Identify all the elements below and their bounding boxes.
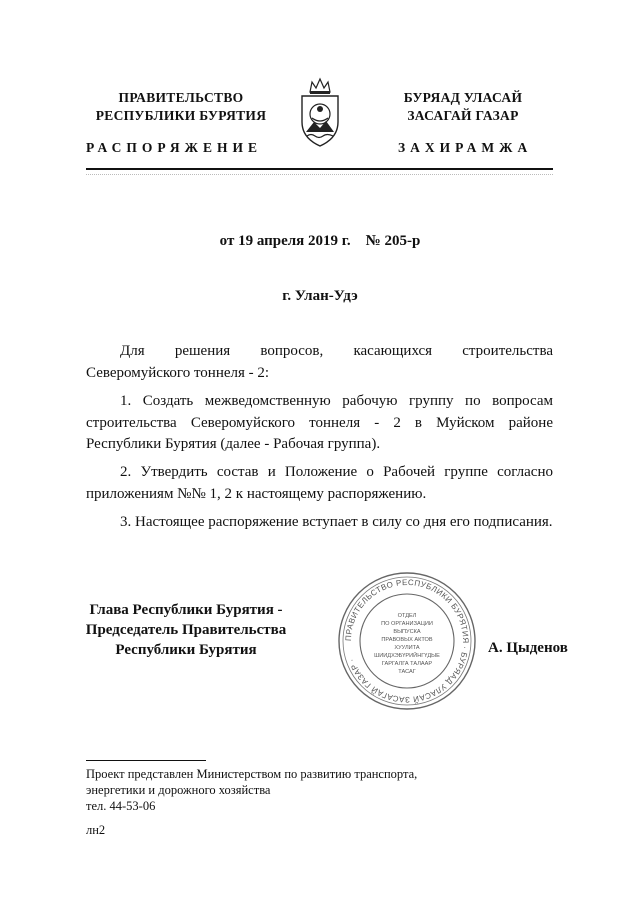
stamp-line-2: ПО ОРГАНИЗАЦИИ: [381, 621, 433, 627]
signatory-title: [66, 600, 306, 660]
coat-of-arms-icon: [298, 76, 342, 148]
item-1-paragraph: 1. Создать межведомственную рабочую группу по вопросам строительства Северомуйского тоннеля - 2 в Муйском районе Республики Бурятия (далее - Рабочая группа).: [86, 393, 553, 452]
stamp-line-5: ХУУЛИТА: [394, 645, 420, 651]
footer-code: лн2: [86, 823, 106, 837]
footer-rule: [86, 760, 206, 761]
stamp-line-7: ГАРГАЛГА ТАЛААР: [381, 661, 433, 667]
doc-type-right: ЗАХИРАМЖА: [398, 140, 533, 155]
signatory-name: А. Цыденов: [488, 640, 568, 656]
doc-type-left: РАСПОРЯЖЕНИЕ: [86, 140, 263, 155]
footer-line-3: тел. 44-53-06: [86, 799, 156, 813]
header-left-title: [86, 89, 276, 125]
header-right-line1: БУРЯАД УЛАСАЙ: [403, 90, 523, 105]
date-number: от 19 апреля 2019 г. № 205-р: [219, 233, 421, 249]
header-right-title: [368, 89, 558, 125]
item-3-paragraph: 3. Настоящее распоряжение вступает в силу со дня его подписания.: [120, 514, 553, 530]
intro-paragraph: Для решения вопросов, касающихся строительства Северомуйского тоннеля - 2:: [86, 343, 553, 381]
footer-note: [86, 766, 417, 814]
stamp-line-1: ОТДЕЛ: [397, 613, 417, 619]
item-2-paragraph: 2. Утвердить состав и Положение о Рабочей группе согласно приложениям №№ 1, 2 к настоящему распоряжению.: [86, 464, 553, 502]
stamp-line-8: ТАСАГ: [398, 669, 416, 675]
signatory-title-line3: Республики Бурятия: [115, 642, 257, 658]
official-stamp: [336, 570, 478, 712]
header-left-line1: ПРАВИТЕЛЬСТВО: [118, 90, 244, 105]
header-dotted-rule: [86, 174, 553, 177]
footer-line-1: Проект представлен Министерством по развитию транспорта,: [86, 767, 418, 781]
city: г. Улан-Удэ: [282, 288, 358, 304]
stamp-line-4: ПРАВОВЫХ АКТОВ: [381, 637, 433, 643]
signatory-title-line2: Председатель Правительства: [85, 622, 287, 638]
header-left-line2: РЕСПУБЛИКИ БУРЯТИЯ: [95, 108, 267, 123]
signatory-title-line1: Глава Республики Бурятия -: [89, 602, 283, 618]
stamp-ring-text: ПРАВИТЕЛЬСТВО РЕСПУБЛИКИ БУРЯТИЯ · БУРЯАД УЛАСАЙ ЗАСАГАЙ ГАЗАР ·: [343, 577, 471, 705]
header-right-line2: ЗАСАГАЙ ГАЗАР: [407, 108, 519, 123]
footer-line-2: энергетики и дорожного хозяйства: [86, 783, 271, 797]
header-rule: [86, 168, 553, 170]
stamp-line-3: ВЫПУСКА: [393, 629, 421, 635]
stamp-line-6: ШИИДХЭБҮРИЙНГҮДЫЕ: [374, 653, 440, 659]
